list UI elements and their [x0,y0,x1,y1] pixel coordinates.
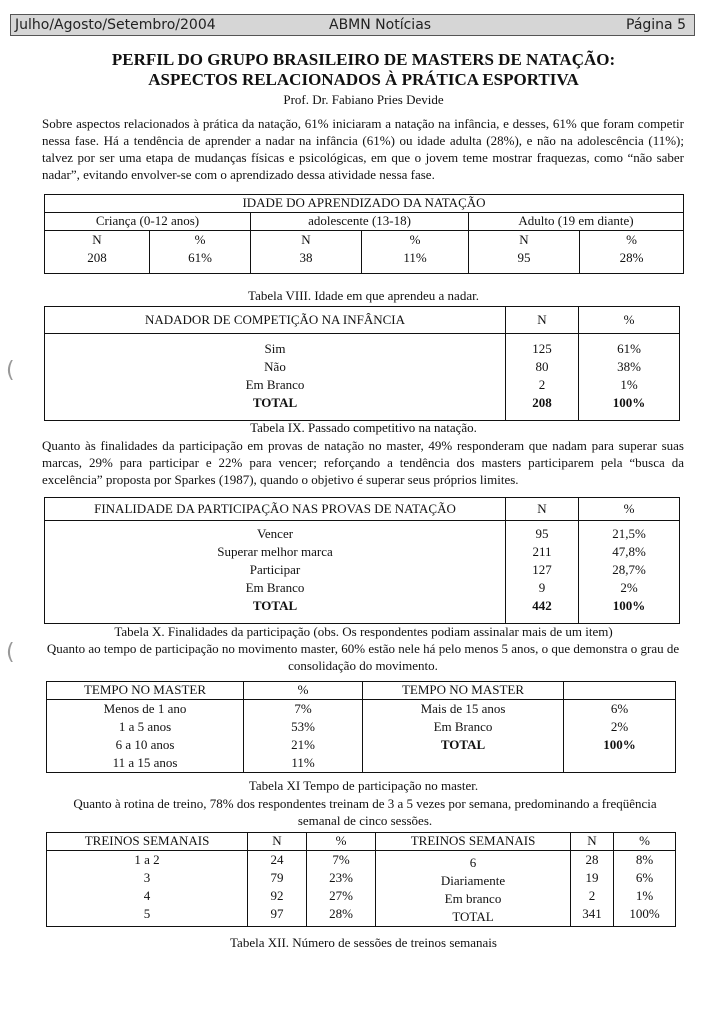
table-weekly-training [46,832,676,927]
table-cell: % 28% [580,231,684,274]
table-caption: Tabela XI Tempo de participação no master. [248,778,479,793]
group-header: Adulto (19 em diante) [469,213,684,231]
n-values: 24 79 92 97 [248,851,307,927]
table-caption: Tabela X. Finalidades da participação (obs. Os respondentes podiam assinalar mais de um item) [114,624,613,639]
issue-date: Julho/Agosto/Setembro/2004 [15,17,216,33]
pct-values: 7% 23% 27% 28% [307,851,376,927]
pct-values: 8% 6% 1% 100% [614,851,676,927]
table-header-pct: % [244,682,363,700]
table-cell: % 11% [362,231,469,274]
table-cell: % 61% [150,231,251,274]
table-cell: N 208 [45,231,150,274]
n-values: 95 211 127 9 442 [506,521,579,624]
row-labels: Mais de 15 anos Em Branco TOTAL [363,700,564,773]
pct-values: 21,5% 47,8% 28,7% 2% 100% [579,521,680,624]
publication-name: ABMN Notícias [329,17,432,33]
row-labels: Menos de 1 ano 1 a 5 anos 6 a 10 anos 11 a 15 anos [47,700,244,773]
pct-values: 61% 38% 1% 100% [579,334,680,421]
row-labels: 1 a 2 3 4 5 [47,851,248,927]
table-cell: N 38 [251,231,362,274]
pct-values: 6% 2% 100% [564,700,676,773]
table-time-in-master [46,681,676,773]
paragraph-2: Quanto às finalidades da participação em provas de natação no master, 49% responderam que nadam para superar suas marcas, 29% para participar e 22% para vencer; reforçando a tendência dos masters participarem pela “busca da excelência” proposta por Sparkes (1987), quando o objetivo é superar seus próprios limites. [42,438,684,487]
table-header-n: N [248,833,307,851]
table-cell: N 95 [469,231,580,274]
page-number: Página 5 [626,17,686,33]
table-caption: Tabela VIII. Idade em que aprendeu a nadar. [248,288,479,303]
table-header: TEMPO NO MASTER [363,682,564,700]
page-header [10,14,695,36]
table-header-n: N [506,307,579,334]
group-header: Criança (0-12 anos) [45,213,251,231]
table-header: NADADOR DE COMPETIÇÃO NA INFÂNCIA [45,307,506,334]
table-header-n: N [571,833,614,851]
table-header: TREINOS SEMANAIS [47,833,248,851]
table-header: TEMPO NO MASTER [47,682,244,700]
pct-values: 7% 53% 21% 11% [244,700,363,773]
row-labels: 6 Diariamente Em branco TOTAL [376,851,571,927]
paragraph-3: Quanto ao tempo de participação no movimento master, 60% estão nele há pelo menos 5 anos, o que demonstra o grau de consolidação do movimento. [46,641,680,673]
table-header-n: N [506,498,579,521]
table-header-pct: % [307,833,376,851]
table-header-pct: % [614,833,676,851]
row-labels: Vencer Superar melhor marca Participar Em Branco TOTAL [45,521,506,624]
binding-hole-mark-icon: ( [6,640,15,665]
table-learning-age [44,194,684,274]
n-values: 125 80 2 208 [506,334,579,421]
table-header-empty [564,682,676,700]
n-values: 28 19 2 341 [571,851,614,927]
table-participation-goal [44,497,680,624]
table-header: TREINOS SEMANAIS [376,833,571,851]
table-header: FINALIDADE DA PARTICIPAÇÃO NAS PROVAS DE NATAÇÃO [45,498,506,521]
table-header-pct: % [579,307,680,334]
paragraph-1: Sobre aspectos relacionados à prática da natação, 61% iniciaram a natação na infância, e desses, 61% que foram competir nessa fase. Há a tendência de aprender a nadar na infância (61%) ou idade adulta (28%), e não na adolescência (11%); talvez por ser uma etapa de mudanças físicas e psicológicas, em que o jovem teme mostrar fraquezas, como “não saber nadar”, evitando envolver-se com o aprendizado dessa atividade nessa fase. [42,116,684,182]
table-title: IDADE DO APRENDIZADO DA NATAÇÃO [45,195,684,213]
table-competitive-childhood [44,306,680,421]
binding-hole-mark-icon: ( [6,358,15,383]
article-author: Prof. Dr. Fabiano Pries Devide [283,92,444,107]
table-caption: Tabela XII. Número de sessões de treinos semanais [230,935,497,950]
row-labels: Sim Não Em Branco TOTAL [45,334,506,421]
group-header: adolescente (13-18) [251,213,469,231]
article-title-line1: PERFIL DO GRUPO BRASILEIRO DE MASTERS DE NATAÇÃO: [111,50,616,69]
article-title-line2: ASPECTOS RELACIONADOS À PRÁTICA ESPORTIVA [148,70,579,89]
paragraph-4: Quanto à rotina de treino, 78% dos respondentes treinam de 3 a 5 vezes por semana, predominando a freqüência semanal de cinco sessões. [73,796,657,828]
table-caption: Tabela IX. Passado competitivo na natação. [250,420,477,435]
table-header-pct: % [579,498,680,521]
